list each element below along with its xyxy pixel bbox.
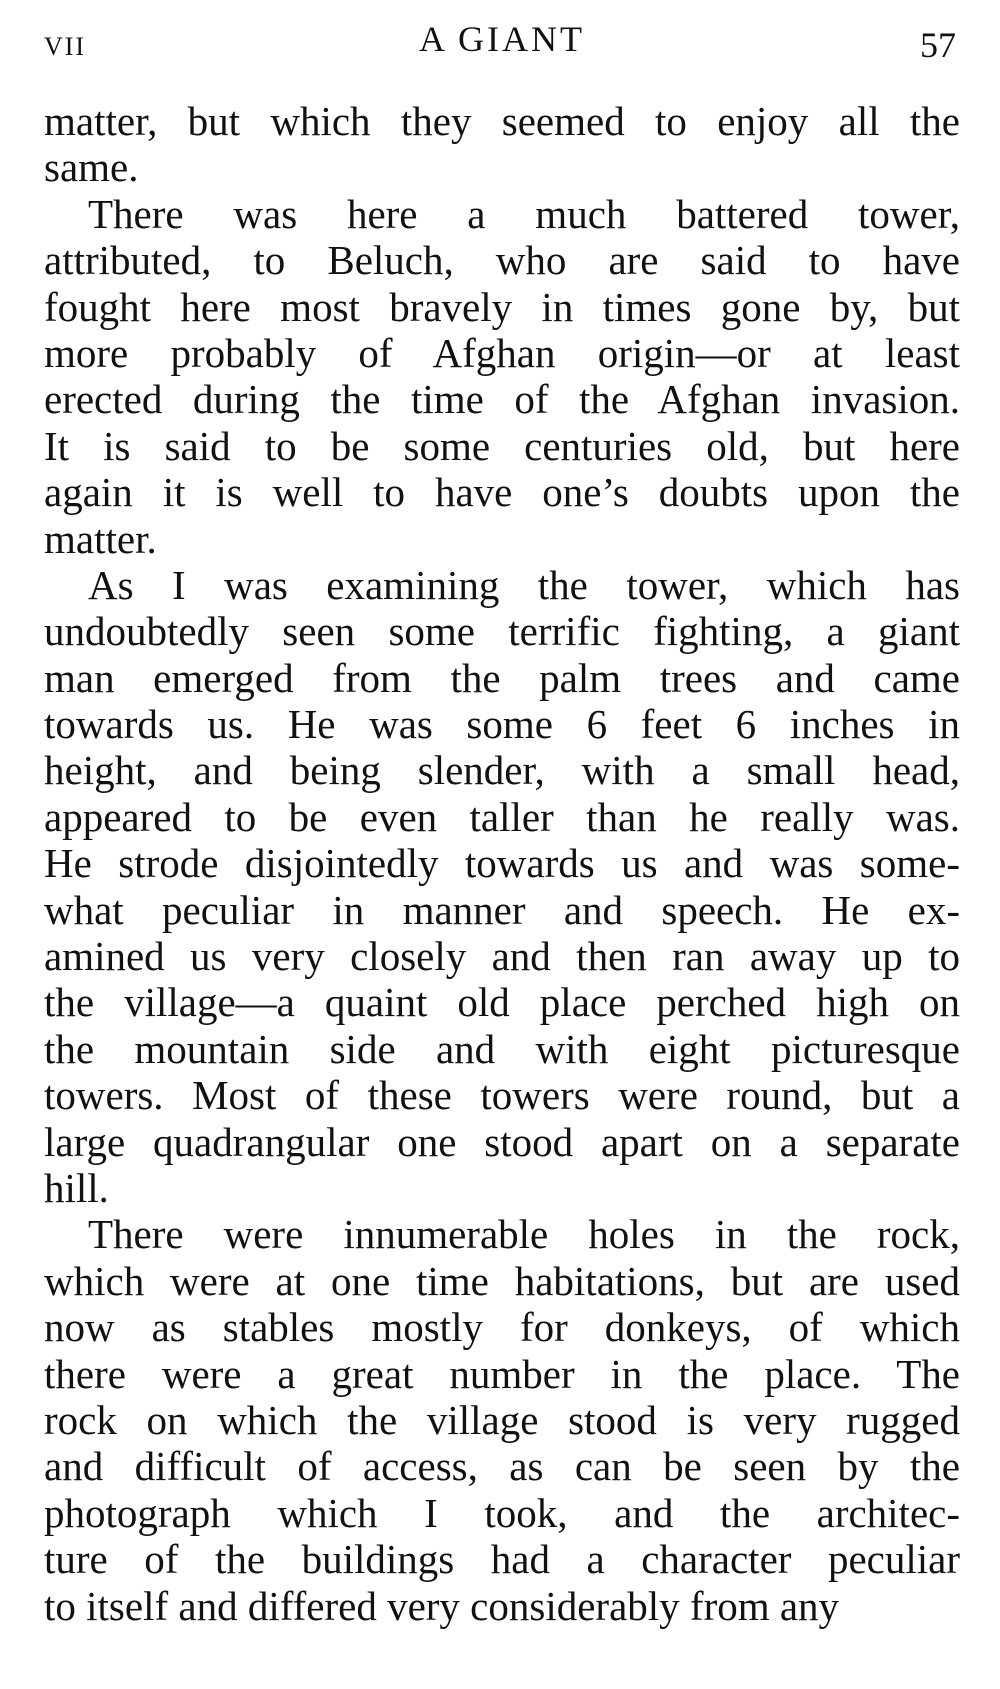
text-line: which were at one time habitations, but are used: [44, 1257, 960, 1304]
text-line: As I was examining the tower, which has: [88, 561, 960, 608]
text-line: matter.: [44, 515, 157, 562]
running-title: A GIANT: [419, 19, 585, 59]
text-line: man emerged from the palm trees and came: [44, 654, 960, 701]
paragraph: [44, 1211, 960, 1629]
text-line: the mountain side and with eight picturesque: [44, 1025, 960, 1072]
paragraph: [44, 562, 960, 1211]
text-line: there were a great number in the place. The: [44, 1350, 960, 1397]
text-line: the village—a quaint old place perched high on: [44, 979, 960, 1026]
text-line: towers. Most of these towers were round, but a: [44, 1072, 960, 1119]
text-line: He strode disjointedly towards us and was some-: [44, 840, 960, 887]
text-line: It is said to be some centuries old, but here: [44, 422, 960, 469]
page-number: 57: [920, 25, 956, 65]
text-line: erected during the time of the Afghan invasion.: [44, 376, 960, 423]
chapter-number: VII: [44, 32, 87, 61]
text-line: matter, but which they seemed to enjoy all the: [44, 98, 960, 144]
text-line: appeared to be even taller than he really was.: [44, 793, 960, 840]
text-line: again it is well to have one’s doubts upon the: [44, 469, 960, 516]
text-line: more probably of Afghan origin—or at least: [44, 329, 960, 376]
paragraph: [44, 98, 960, 191]
text-line: large quadrangular one stood apart on a separate: [44, 1118, 960, 1165]
text-line: undoubtedly seen some terrific fighting, a giant: [44, 608, 960, 655]
text-line: There were innumerable holes in the rock,: [88, 1211, 960, 1258]
text-line: photograph which I took, and the architec-: [44, 1489, 960, 1536]
text-line: height, and being slender, with a small head,: [44, 747, 960, 794]
text-line: fought here most bravely in times gone by, but: [44, 283, 960, 330]
text-line: towards us. He was some 6 feet 6 inches in: [44, 701, 960, 748]
text-line: hill.: [44, 1164, 109, 1211]
text-line: to itself and differed very considerably from any: [44, 1582, 840, 1629]
running-head: [44, 18, 960, 68]
text-line: amined us very closely and then ran away up to: [44, 933, 960, 980]
text-line: and difficult of access, as can be seen by the: [44, 1443, 960, 1490]
text-line: what peculiar in manner and speech. He ex-: [44, 886, 960, 933]
body-text: [44, 98, 960, 1629]
book-page: [44, 0, 960, 1689]
text-line: now as stables mostly for donkeys, of which: [44, 1304, 960, 1351]
text-line: same.: [44, 144, 139, 191]
text-line: There was here a much battered tower,: [88, 190, 960, 237]
paragraph: [44, 191, 960, 562]
text-line: ture of the buildings had a character peculiar: [44, 1536, 960, 1583]
text-line: rock on which the village stood is very rugged: [44, 1396, 960, 1443]
text-line: attributed, to Beluch, who are said to have: [44, 237, 960, 284]
